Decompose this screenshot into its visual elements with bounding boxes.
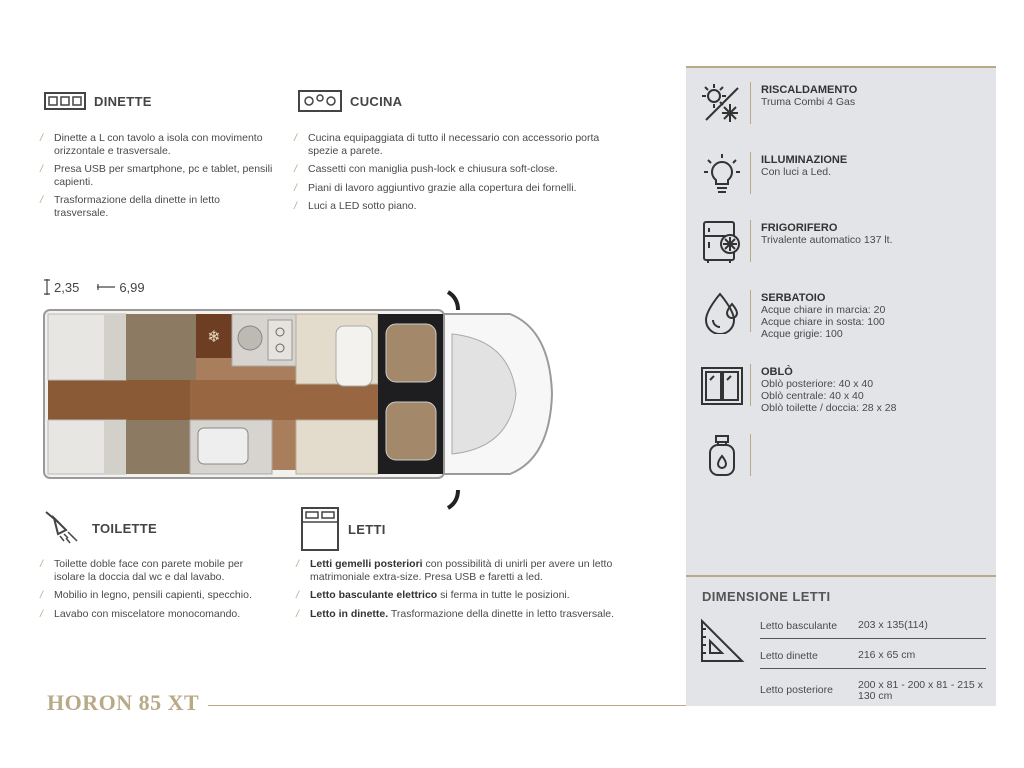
list-item: / Piani di lavoro aggiuntivo grazie alla copertura dei fornelli.	[294, 182, 624, 195]
cucina-list	[294, 132, 624, 219]
feature-heating: RISCALDAMENTO Truma Combi 4 Gas	[700, 82, 857, 126]
list-item: / Letti gemelli posteriori con possibilità di unirli per avere un letto matrimoniale extra-size. Presa USB e faretti a led.	[296, 558, 656, 583]
toilette-list	[40, 558, 275, 626]
table-row: Letto basculante 203 x 135(114)	[760, 619, 928, 632]
list-item: / Lavabo con miscelatore monocomando.	[40, 608, 275, 621]
passenger-seat	[386, 402, 436, 460]
lightbulb-icon	[700, 152, 744, 196]
floor-plan	[40, 290, 560, 510]
dinette-title: DINETTE	[94, 93, 152, 109]
list-item: / Dinette a L con tavolo a isola con movimento orizzontale e trasversale.	[40, 132, 275, 157]
cucina-header	[298, 89, 402, 113]
feature-title: SERBATOIO	[761, 292, 826, 304]
list-item: / Trasformazione della dinette in letto trasversale.	[40, 194, 275, 219]
bed-dimensions-panel	[686, 575, 996, 706]
feature-title: ILLUMINAZIONE	[761, 154, 848, 166]
feature-title: OBLÒ	[761, 366, 793, 378]
window-icon	[700, 364, 744, 408]
fridge-icon	[700, 220, 744, 264]
bed-icon	[300, 506, 340, 552]
svg-text:❄: ❄	[207, 327, 221, 346]
table-row: Letto posteriore 200 x 81 - 200 x 81 - 215 x 130 cm	[760, 679, 983, 702]
list-item: / Toilette doble face con parete mobile per isolare la doccia dal wc e dal lavabo.	[40, 558, 275, 583]
dinette-bench	[296, 420, 378, 474]
gas-bottle-icon	[700, 434, 744, 478]
feature-fridge: FRIGORIFERO Trivalente automatico 137 lt.	[700, 220, 893, 264]
feature-title: RISCALDAMENTO	[761, 84, 858, 96]
list-item: / Luci a LED sotto piano.	[294, 200, 624, 213]
model-title: HORON 85 XT	[47, 690, 200, 715]
list-item: / Cucina equipaggiata di tutto il necessario con accessorio porta spezie a parete.	[294, 132, 624, 157]
toilette-title: TOILETTE	[92, 520, 157, 536]
dinette-icon	[44, 90, 86, 112]
list-item: / Presa USB per smartphone, pc e tablet, pensili capienti.	[40, 163, 275, 188]
letti-header	[300, 506, 386, 552]
table-row: Letto dinette 216 x 65 cm	[760, 649, 916, 662]
driver-seat	[386, 324, 436, 382]
list-item: / Letto basculante elettrico si ferma in tutte le posizioni.	[296, 589, 656, 602]
set-square-icon	[698, 617, 746, 665]
shower-icon	[42, 508, 84, 548]
stove-icon	[298, 89, 342, 113]
list-item: / Mobilio in legno, pensili capienti, specchio.	[40, 589, 275, 602]
bed-dimensions-title: DIMENSIONE LETTI	[702, 589, 831, 604]
letti-list	[296, 558, 656, 626]
letti-title: LETTI	[348, 521, 386, 537]
height-value: 2,35	[54, 279, 80, 295]
wardrobe-top	[126, 314, 196, 380]
feature-title: FRIGORIFERO	[761, 222, 838, 234]
feature-tank: SERBATOIO Acque chiare in marcia: 20 Acque chiare in sosta: 100 Acque grigie: 100	[700, 290, 885, 340]
snowflake-sun-icon	[700, 82, 744, 126]
length-value: 6,99	[119, 279, 145, 295]
wardrobe-bottom	[126, 420, 190, 474]
dinette-header	[44, 90, 152, 112]
feature-lighting: ILLUMINAZIONE Con luci a Led.	[700, 152, 847, 196]
toilette-header	[42, 508, 157, 548]
water-drop-icon	[700, 290, 744, 334]
list-item: / Cassetti con maniglia push-lock e chiusura soft-close.	[294, 163, 624, 176]
list-item: / Letto in dinette. Trasformazione della dinette in letto trasversale.	[296, 608, 656, 621]
dinette-list	[40, 132, 275, 225]
cucina-title: CUCINA	[350, 93, 403, 109]
feature-window: OBLÒ Oblò posteriore: 40 x 40 Oblò centrale: 40 x 40 Oblò toilette / doccia: 28 x 28	[700, 364, 896, 414]
feature-gas	[700, 434, 761, 478]
